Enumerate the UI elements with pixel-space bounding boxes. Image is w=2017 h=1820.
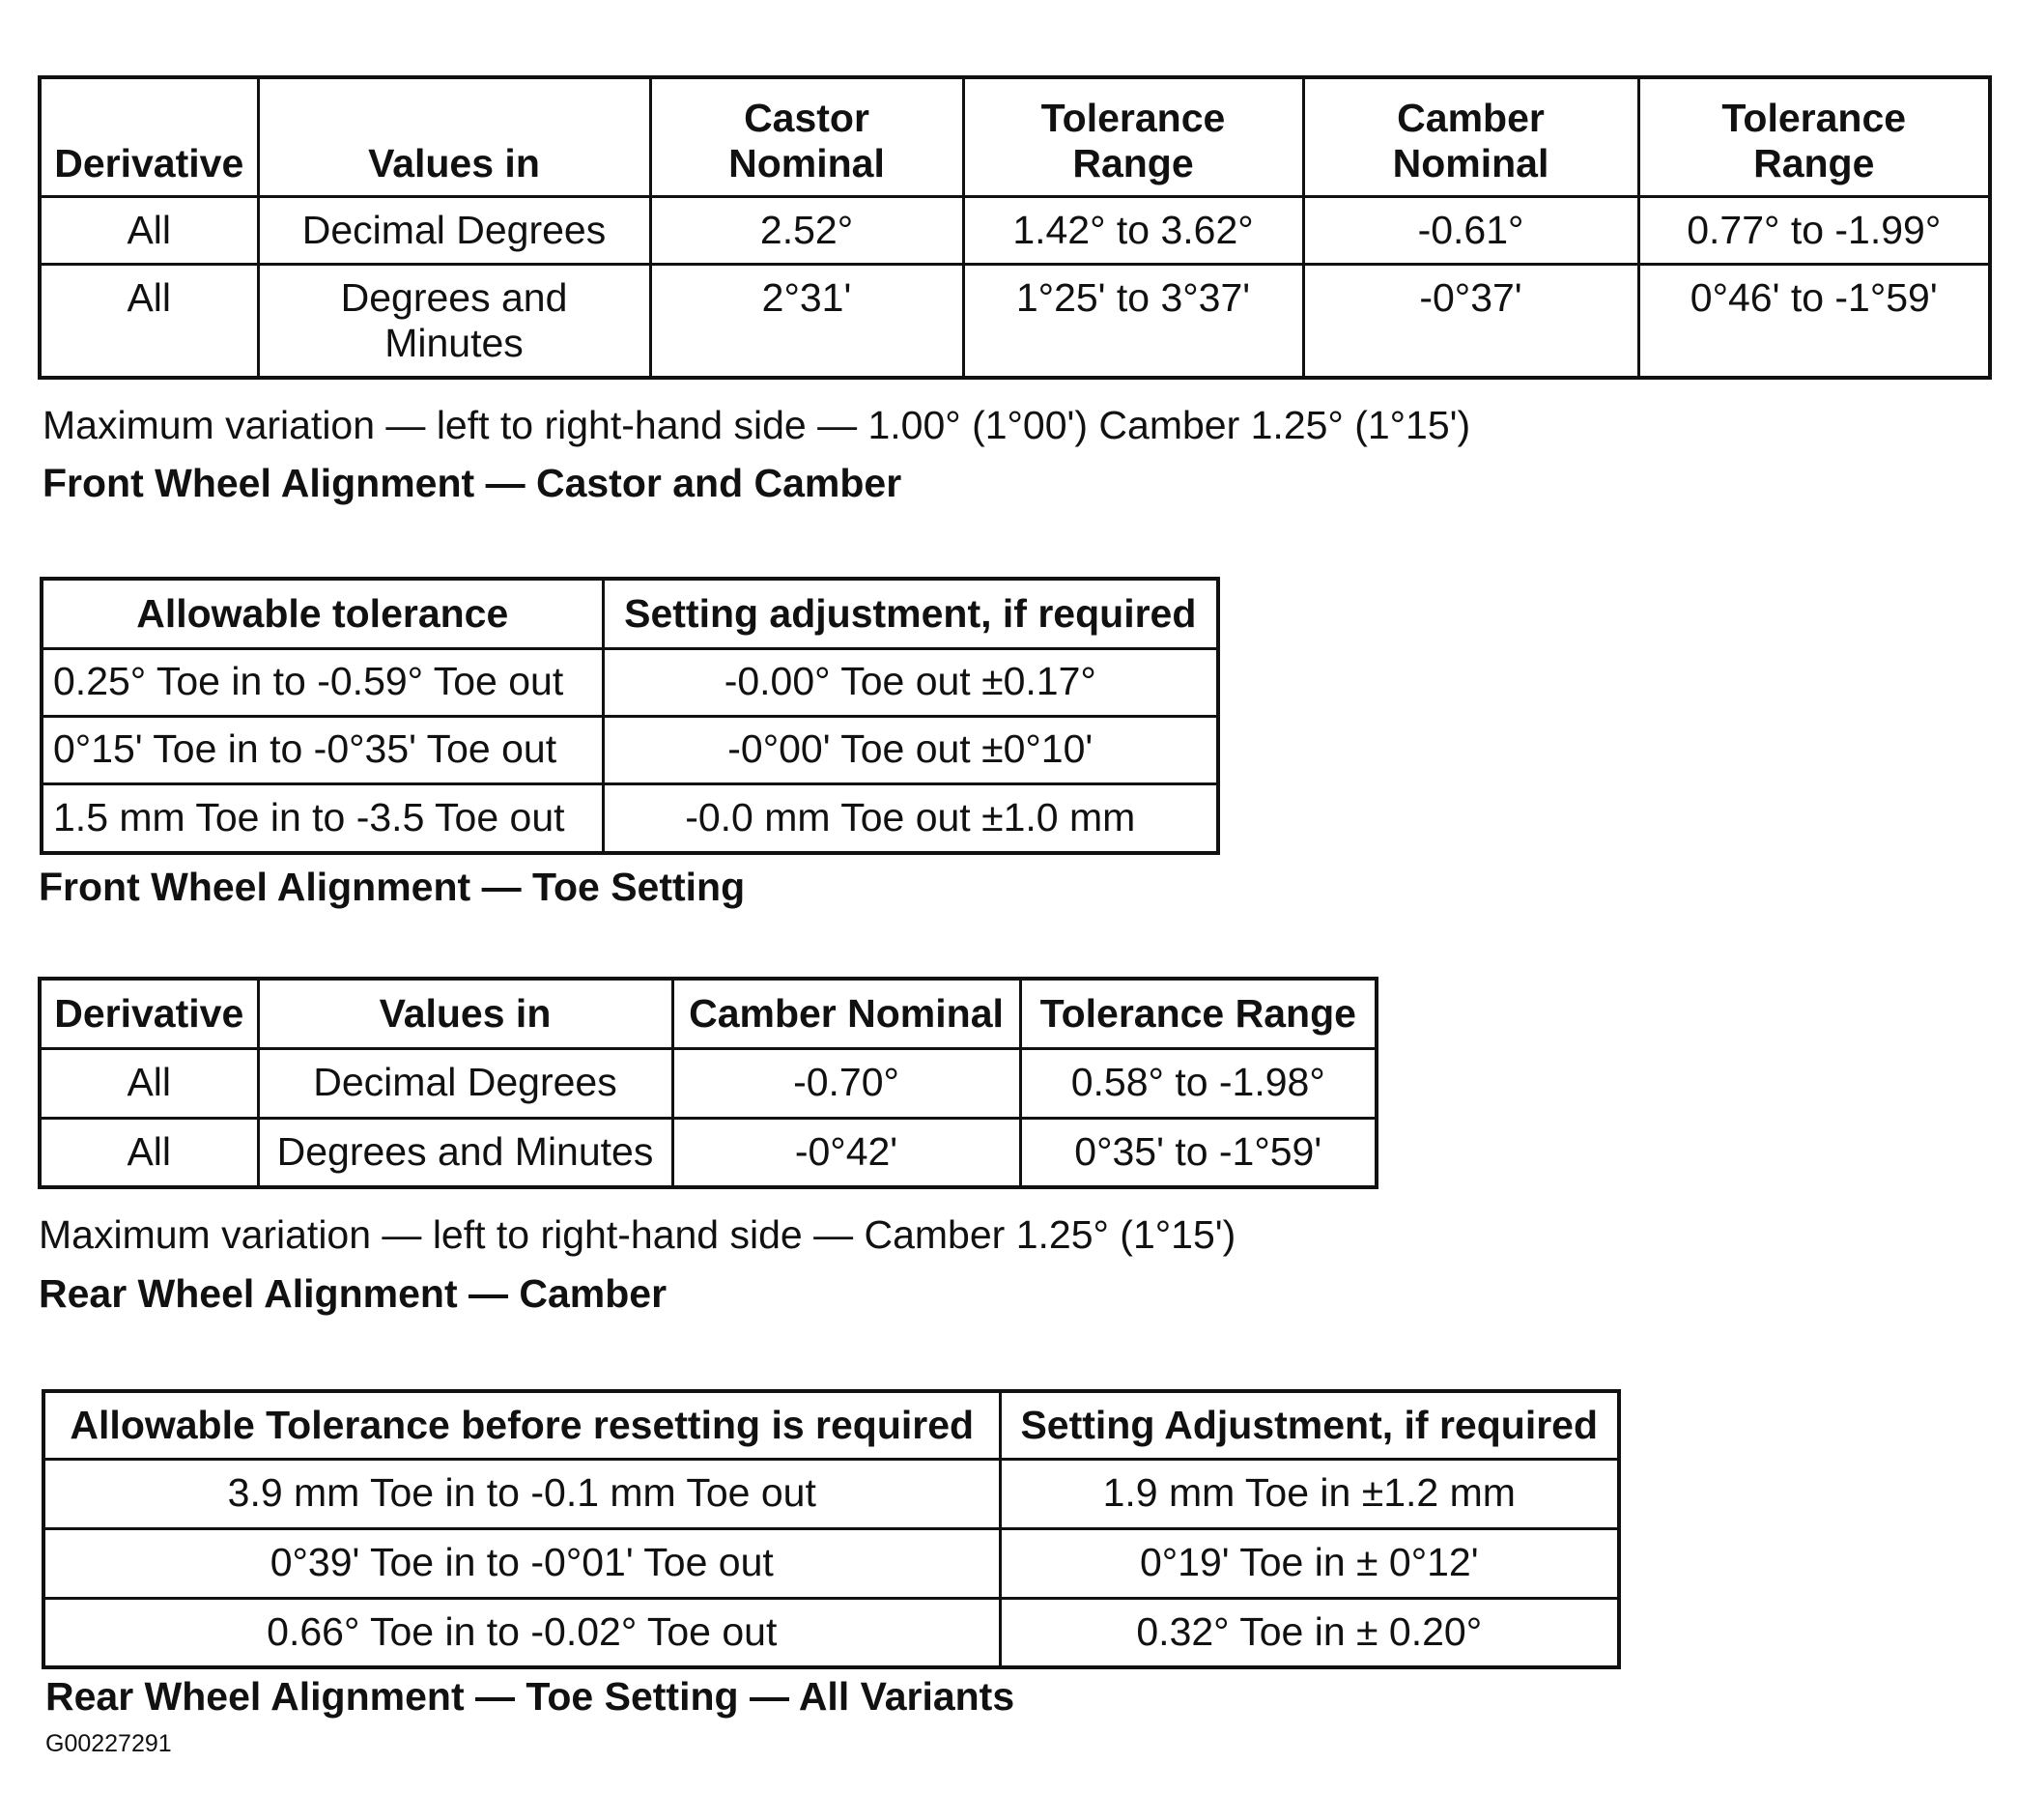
front-castor-camber-section	[38, 75, 1992, 380]
table-row	[42, 648, 1218, 716]
cell-tolerance-range: 0°35' to -1°59'	[1020, 1118, 1377, 1187]
table-row	[43, 1528, 1619, 1598]
cell-camber-nominal: -0°42'	[672, 1118, 1020, 1187]
col-header-tolerance-range: Tolerance Range	[1020, 979, 1377, 1048]
figure-id: G00227291	[45, 1730, 172, 1757]
rear-camber-note: Maximum variation — left to right-hand side — Camber 1.25° (1°15')	[39, 1212, 1236, 1257]
cell-values-in: Decimal Degrees	[258, 196, 650, 264]
col-header-derivative: Derivative	[40, 77, 258, 196]
col-header-values-in: Values in	[258, 77, 650, 196]
cell-tolerance-range: 0.58° to -1.98°	[1020, 1048, 1377, 1118]
front-castor-camber-note: Maximum variation — left to right-hand side — 1.00° (1°00') Camber 1.25° (1°15')	[43, 403, 1471, 447]
rear-toe-caption: Rear Wheel Alignment — Toe Setting — All Variants	[45, 1674, 1015, 1719]
cell-camber-tolerance: 0°46' to -1°59'	[1638, 264, 1990, 378]
front-castor-camber-caption: Front Wheel Alignment — Castor and Camber	[43, 461, 902, 505]
col-header-camber-nominal: Camber Nominal	[672, 979, 1020, 1048]
cell-tolerance: 0.66° Toe in to -0.02° Toe out	[43, 1598, 1000, 1667]
cell-tolerance: 3.9 mm Toe in to -0.1 mm Toe out	[43, 1459, 1000, 1528]
front-castor-camber-table	[38, 75, 1992, 380]
cell-camber-nominal: -0°37'	[1303, 264, 1638, 378]
cell-tolerance: 0°39' Toe in to -0°01' Toe out	[43, 1528, 1000, 1598]
cell-castor-tolerance: 1°25' to 3°37'	[963, 264, 1303, 378]
front-toe-table	[40, 577, 1220, 855]
table-row	[43, 1459, 1619, 1528]
table-row	[42, 783, 1218, 853]
cell-adjustment: -0.00° Toe out ±0.17°	[603, 648, 1218, 716]
cell-camber-nominal: -0.70°	[672, 1048, 1020, 1118]
table-row	[40, 196, 1990, 264]
rear-toe-table	[42, 1389, 1621, 1669]
cell-tolerance: 0.25° Toe in to -0.59° Toe out	[42, 648, 603, 716]
table-row	[40, 264, 1990, 378]
col-header-camber-tolerance: Tolerance Range	[1638, 77, 1990, 196]
cell-derivative: All	[40, 1048, 258, 1118]
col-header-castor-nominal: Castor Nominal	[650, 77, 963, 196]
table-row	[42, 716, 1218, 783]
col-header-setting-adjustment: Setting adjustment, if required	[603, 579, 1218, 648]
col-header-derivative: Derivative	[40, 979, 258, 1048]
cell-adjustment: -0°00' Toe out ±0°10'	[603, 716, 1218, 783]
table-row	[43, 1598, 1619, 1667]
cell-values-in: Degrees and Minutes	[258, 264, 650, 378]
col-header-castor-tolerance: Tolerance Range	[963, 77, 1303, 196]
cell-values-in: Degrees and Minutes	[258, 1118, 672, 1187]
table-header-row	[43, 1391, 1619, 1459]
front-toe-section	[40, 577, 1220, 855]
col-header-allowable-tolerance: Allowable tolerance	[42, 579, 603, 648]
rear-toe-section	[42, 1389, 1621, 1669]
front-toe-caption: Front Wheel Alignment — Toe Setting	[39, 865, 746, 909]
cell-adjustment: 0.32° Toe in ± 0.20°	[1000, 1598, 1619, 1667]
cell-tolerance: 1.5 mm Toe in to -3.5 Toe out	[42, 783, 603, 853]
cell-castor-nominal: 2°31'	[650, 264, 963, 378]
table-header-row	[40, 77, 1990, 196]
table-header-row	[40, 979, 1377, 1048]
cell-castor-tolerance: 1.42° to 3.62°	[963, 196, 1303, 264]
cell-adjustment: -0.0 mm Toe out ±1.0 mm	[603, 783, 1218, 853]
cell-camber-nominal: -0.61°	[1303, 196, 1638, 264]
cell-tolerance: 0°15' Toe in to -0°35' Toe out	[42, 716, 603, 783]
col-header-values-in: Values in	[258, 979, 672, 1048]
cell-adjustment: 1.9 mm Toe in ±1.2 mm	[1000, 1459, 1619, 1528]
table-header-row	[42, 579, 1218, 648]
col-header-setting-adjustment: Setting Adjustment, if required	[1000, 1391, 1619, 1459]
cell-values-in: Decimal Degrees	[258, 1048, 672, 1118]
table-row	[40, 1118, 1377, 1187]
cell-derivative: All	[40, 264, 258, 378]
col-header-allowable-tolerance: Allowable Tolerance before resetting is required	[43, 1391, 1000, 1459]
cell-adjustment: 0°19' Toe in ± 0°12'	[1000, 1528, 1619, 1598]
table-row	[40, 1048, 1377, 1118]
rear-camber-table	[38, 977, 1378, 1189]
cell-derivative: All	[40, 196, 258, 264]
rear-camber-caption: Rear Wheel Alignment — Camber	[39, 1271, 668, 1316]
cell-camber-tolerance: 0.77° to -1.99°	[1638, 196, 1990, 264]
cell-derivative: All	[40, 1118, 258, 1187]
rear-camber-section	[38, 977, 1378, 1189]
cell-castor-nominal: 2.52°	[650, 196, 963, 264]
col-header-camber-nominal: Camber Nominal	[1303, 77, 1638, 196]
